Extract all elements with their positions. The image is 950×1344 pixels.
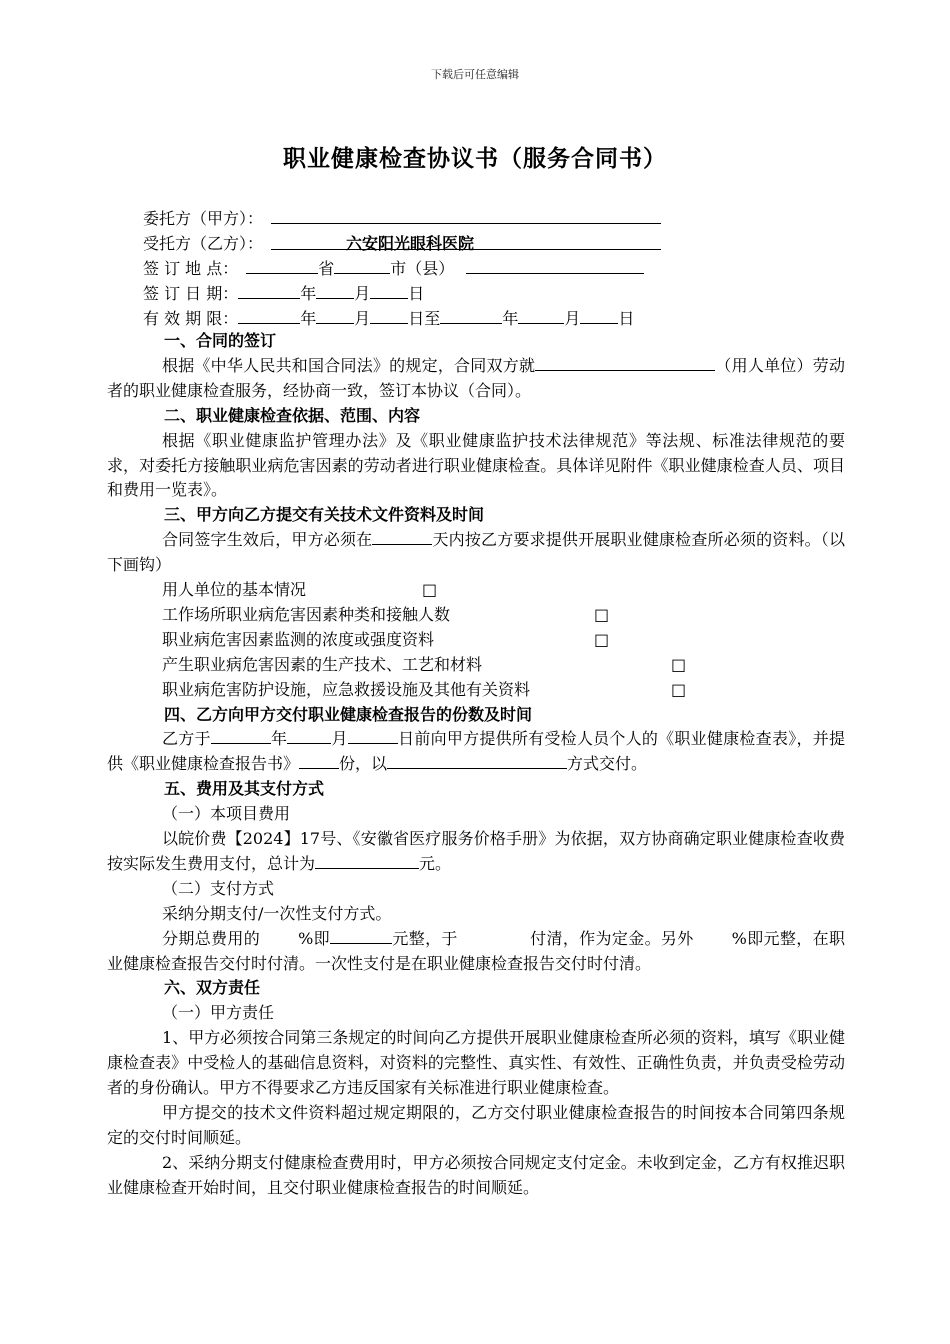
to-label: 日至 (408, 309, 441, 328)
checkbox[interactable]: □ (422, 580, 438, 600)
section-1-text-b: （用人单位）劳动者的职业健康检查服务，经协商一致，签订本协议（合同）。 (107, 355, 845, 400)
section-5-text-d: %即 (298, 928, 331, 948)
material-item (107, 603, 845, 628)
sign-year-blank[interactable] (238, 282, 300, 299)
copies-blank[interactable] (299, 752, 339, 769)
section-5-text-f: 付清，作为定金。另外 (529, 928, 694, 948)
checkbox[interactable]: □ (671, 679, 687, 699)
sign-date-label: 签 订 日 期： (143, 284, 239, 303)
section-2-heading: 二、职业健康检查依据、范围、内容 (164, 405, 421, 425)
section-4-heading: 四、乙方向甲方交付职业健康检查报告的份数及时间 (164, 704, 533, 724)
party-a-blank[interactable] (271, 207, 661, 224)
material-item-label: 职业病危害因素监测的浓度或强度资料 (162, 629, 435, 649)
end-year-blank[interactable] (440, 307, 502, 324)
start-month-blank[interactable] (316, 307, 354, 324)
year-label: 年 (300, 309, 317, 328)
year-label: 年 (270, 729, 288, 749)
deliver-day-blank[interactable] (348, 727, 398, 744)
contract-body (107, 329, 845, 1201)
section-4-text-a: 乙方于 (162, 729, 211, 749)
start-day-blank[interactable] (370, 307, 408, 324)
section-3-heading: 三、甲方向乙方提交有关技术文件资料及时间 (164, 505, 485, 525)
section-5-text-e: 元整，于 (392, 928, 458, 948)
delivery-method-blank[interactable] (387, 752, 567, 769)
party-a-label: 委托方（甲方）： (143, 209, 264, 228)
party-a-row (143, 206, 661, 229)
section-4-text-f: 方式交付。 (567, 754, 648, 774)
section-5-paragraph-3 (107, 927, 845, 977)
material-item (107, 628, 845, 653)
party-b-label: 受托方（乙方）： (143, 234, 264, 253)
day-label: 日 (408, 284, 425, 303)
total-fee-blank[interactable] (315, 852, 419, 869)
section-5-text-a: 以皖价费【2024】17号、《安徽省医疗服务价格手册》为依据，双方协商确定职业健康检查收费按实际发生费用支付，总计为 (107, 829, 845, 873)
section-1-text-a: 根据《中华人民共和国合同法》的规定，合同双方就 (162, 355, 536, 375)
validity-row (143, 306, 634, 329)
year-label: 年 (300, 284, 317, 303)
material-item (107, 578, 845, 603)
checkbox[interactable]: □ (671, 654, 687, 674)
section-4-paragraph (107, 727, 845, 777)
sign-place-row (143, 256, 644, 279)
party-b-value[interactable]: 六安阳光眼科医院 (271, 231, 661, 250)
section-3-paragraph (107, 528, 845, 578)
days-blank[interactable] (372, 528, 432, 545)
section-5-paragraph-2: 采纳分期支付/一次性支付方式。 (162, 903, 392, 923)
material-item-label: 工作场所职业病危害因素种类和接触人数 (162, 604, 451, 624)
material-item (107, 653, 845, 678)
section-6-sub-1: （一）甲方责任 (162, 1003, 275, 1023)
deposit-amount-blank[interactable] (330, 927, 392, 944)
header-note: 下载后可任意编辑 (431, 68, 519, 81)
month-label: 月 (331, 729, 348, 749)
section-6-paragraph-1: 1、甲方必须按合同第三条规定的时间向乙方提供开展职业健康检查所必须的资料，填写《职业健康检查表》中受检人的基础信息资料，对资料的完整性、真实性、有效性、正确性负责，并负责受检劳动者的身份确认。甲方不得要求乙方违反国家有关标准进行职业健康检查。 (107, 1028, 845, 1098)
section-6-paragraph-3: 2、采纳分期支付健康检查费用时，甲方必须按合同规定支付定金。未收到定金，乙方有权推迟职业健康检查开始时间，且交付职业健康检查报告的时间顺延。 (107, 1152, 845, 1197)
material-item-label: 用人单位的基本情况 (162, 580, 307, 600)
section-5-text-b: 元。 (419, 853, 452, 873)
checkbox[interactable]: □ (594, 629, 610, 649)
document-title: 职业健康检查协议书（服务合同书） (283, 146, 667, 172)
section-1-paragraph (107, 354, 845, 404)
section-3-text-a: 合同签字生效后，甲方必须在 (162, 530, 373, 550)
material-item-label: 职业病危害防护设施，应急救援设施及其他有关资料 (162, 679, 531, 699)
section-6-paragraph-2: 甲方提交的技术文件资料超过规定期限的，乙方交付职业健康检查报告的时间按本合同第四条规定的交付时间顺延。 (107, 1103, 845, 1147)
section-1-heading: 一、合同的签订 (164, 331, 277, 350)
section-5-sub-2: （二）支付方式 (162, 878, 275, 898)
section-6-heading: 六、双方责任 (164, 978, 261, 998)
section-5-heading: 五、费用及其支付方式 (164, 779, 325, 799)
month-label: 月 (354, 309, 371, 328)
city-blank[interactable] (334, 257, 390, 274)
year-label: 年 (502, 309, 519, 328)
deliver-month-blank[interactable] (287, 727, 331, 744)
section-3-text-b: 天内按乙方要求提供开展职业健康检查所必须的资料。（以下画钩） (107, 530, 845, 575)
section-4-text-e: 份，以 (339, 754, 388, 774)
section-2-paragraph: 根据《职业健康监护管理办法》及《职业健康监护技术法律规范》等法规、标准法律规范的要求，对委托方接触职业病危害因素的劳动者进行职业健康检查。具体详见附件《职业健康检查人员、项目和费用一览表》。 (107, 430, 845, 500)
sign-month-blank[interactable] (316, 282, 354, 299)
checkbox[interactable]: □ (594, 604, 610, 624)
month-label: 月 (564, 309, 581, 328)
month-label: 月 (354, 284, 371, 303)
section-5-paragraph-1 (107, 827, 845, 877)
section-5-text-c: 分期总费用的 (162, 928, 261, 948)
end-month-blank[interactable] (518, 307, 564, 324)
party-b-row (143, 231, 661, 254)
section-5-text-g: %即元整，在职业健康检查报告交付时付清。一次性支付是在职业健康检查报告交付时付清。 (107, 928, 845, 973)
sign-date-row (143, 281, 424, 304)
province-label: 省 (318, 259, 335, 278)
sign-place-label: 签 订 地 点： (143, 259, 239, 278)
day-label: 日 (618, 309, 635, 328)
section-4-text-d: 日前向甲方提供所有受检人员个人的《职业健康检查表》，并提供《职业健康检查报告书》 (107, 729, 845, 774)
material-item-label: 产生职业病危害因素的生产技术、工艺和材料 (162, 654, 483, 674)
start-year-blank[interactable] (238, 307, 300, 324)
end-day-blank[interactable] (580, 307, 618, 324)
section-5-sub-1: （一）本项目费用 (162, 804, 291, 824)
sign-day-blank[interactable] (370, 282, 408, 299)
deliver-year-blank[interactable] (211, 727, 271, 744)
material-item (107, 678, 845, 703)
county-blank[interactable] (466, 257, 644, 274)
validity-label: 有 效 期 限： (143, 309, 239, 328)
service-name-blank[interactable] (535, 354, 715, 371)
city-label: 市（县） (390, 259, 455, 278)
province-blank[interactable] (246, 257, 318, 274)
